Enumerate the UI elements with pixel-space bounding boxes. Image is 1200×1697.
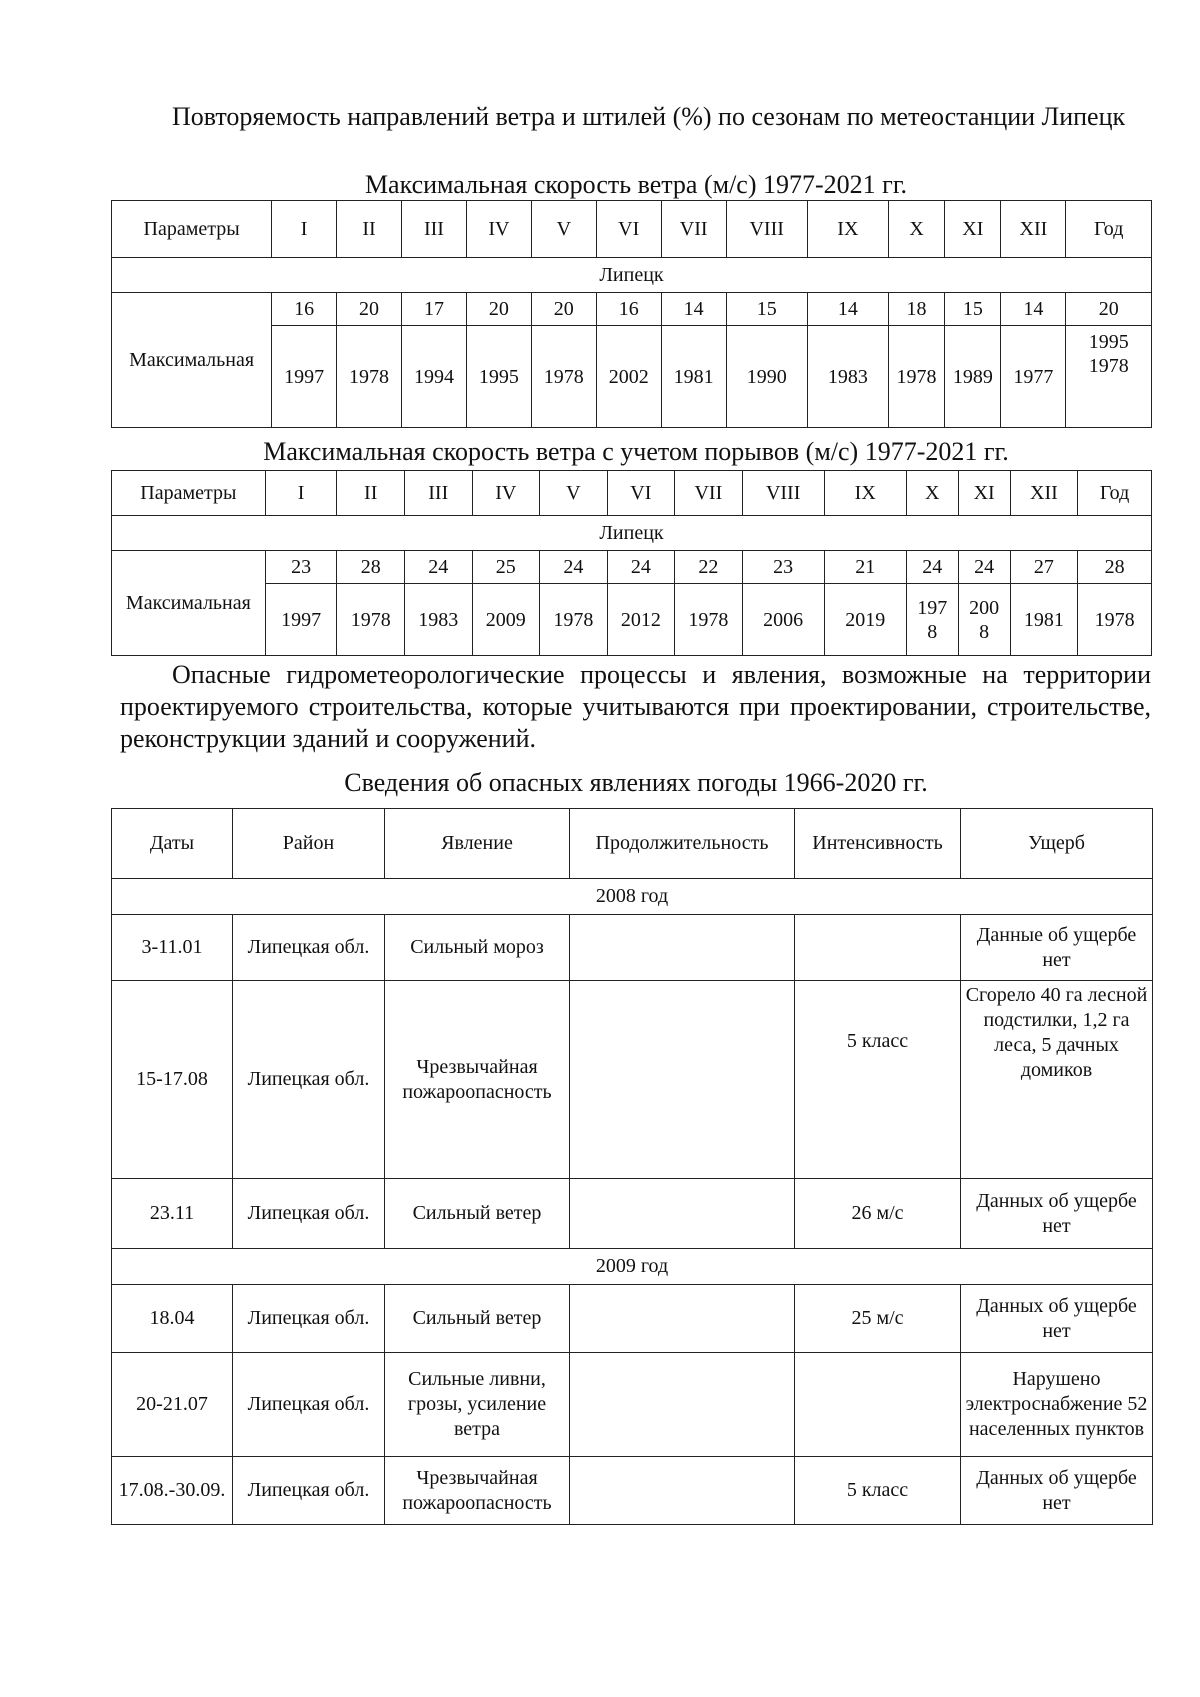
table3-header-cell: Интенсивность <box>795 809 961 879</box>
table2-value-cell: 21 <box>824 551 906 584</box>
event-region: Липецкая обл. <box>233 915 385 981</box>
event-duration <box>570 915 795 981</box>
table2-header-cell: Год <box>1078 471 1152 516</box>
table2-value-cell: 24 <box>404 551 472 584</box>
table3-year-2009: 2009 год <box>112 1249 1153 1285</box>
event-intensity: 5 класс <box>795 1457 961 1525</box>
table1-year-cell: 1977 <box>1001 326 1066 428</box>
event-type: Сильный мороз <box>385 915 570 981</box>
table1-year-cell: 1989 <box>945 326 1001 428</box>
table2-header-cell: Параметры <box>112 471 266 516</box>
table2-value-cell: 28 <box>337 551 405 584</box>
event-duration <box>570 981 795 1179</box>
event-date: 15-17.08 <box>112 981 233 1179</box>
table3-year-2008: 2008 год <box>112 879 1153 915</box>
table1-year-cell: 1994 <box>402 326 467 428</box>
table1-header-cell: VI <box>596 201 661 258</box>
table2-value-cell: 23 <box>742 551 824 584</box>
event-damage: Данных об ущербе нет <box>961 1285 1153 1353</box>
event-type: Сильный ветер <box>385 1179 570 1249</box>
table2-value-cell: 25 <box>472 551 540 584</box>
table2-value-cell: 24 <box>607 551 675 584</box>
table2-year-cell: 1978 <box>540 584 608 656</box>
table1-year-cell: 1995 <box>466 326 531 428</box>
event-intensity <box>795 915 961 981</box>
table1-value-cell: 15 <box>945 293 1001 326</box>
event-duration <box>570 1353 795 1457</box>
table1-year-cell: 1978 <box>337 326 402 428</box>
max-gust-table <box>111 470 1152 656</box>
table2-header-cell: II <box>337 471 405 516</box>
event-duration <box>570 1457 795 1525</box>
table1-station-cell: Липецк <box>112 258 1152 293</box>
table1-header-cell: VII <box>661 201 726 258</box>
table1-value-cell: 20 <box>1066 293 1152 326</box>
table-row <box>112 1457 1153 1525</box>
event-type: Чрезвычайная пожароопасность <box>385 981 570 1179</box>
table2-value-cell: 23 <box>265 551 337 584</box>
table2-header-cell: X <box>906 471 958 516</box>
table1-value-cell: 14 <box>661 293 726 326</box>
table1-header-cell: XII <box>1001 201 1066 258</box>
table2-header-cell: IV <box>472 471 540 516</box>
table1-param-cell: Максимальная <box>112 293 272 428</box>
table1-value-cell: 20 <box>531 293 596 326</box>
event-intensity: 26 м/с <box>795 1179 961 1249</box>
table1-year-cell: 2002 <box>596 326 661 428</box>
table2-value-cell: 28 <box>1078 551 1152 584</box>
hazard-events-table <box>111 808 1153 1525</box>
table2-year-cell: 1978 <box>337 584 405 656</box>
table1-value-cell: 15 <box>726 293 807 326</box>
event-date: 18.04 <box>112 1285 233 1353</box>
event-date: 3-11.01 <box>112 915 233 981</box>
event-type: Сильный ветер <box>385 1285 570 1353</box>
table1-value-cell: 18 <box>888 293 944 326</box>
event-duration <box>570 1285 795 1353</box>
table3-header-cell: Ущерб <box>961 809 1153 879</box>
table1-value-cell: 14 <box>807 293 888 326</box>
table-row <box>112 981 1153 1179</box>
event-region: Липецкая обл. <box>233 1353 385 1457</box>
table2-header-cell: VIII <box>742 471 824 516</box>
event-date: 20-21.07 <box>112 1353 233 1457</box>
table1-value-cell: 20 <box>466 293 531 326</box>
table1-value-cell: 16 <box>272 293 337 326</box>
table2-year-cell: 1997 <box>265 584 337 656</box>
table1-header-cell: III <box>402 201 467 258</box>
table3-header-cell: Продолжительность <box>570 809 795 879</box>
event-intensity: 25 м/с <box>795 1285 961 1353</box>
event-intensity <box>795 1353 961 1457</box>
hazard-paragraph: Опасные гидрометеорологические процессы и явления, возможные на территории проектируемого строительства, которые учитываются при проектировании, строительстве, реконструкции зданий и сооружений. <box>120 660 1151 753</box>
table2-header-cell: I <box>265 471 337 516</box>
table1-year-cell: 1990 <box>726 326 807 428</box>
table1-header-row <box>112 201 1152 258</box>
table1-year-cell: 1997 <box>272 326 337 428</box>
event-damage: Нарушено электроснабжение 52 населенных пунктов <box>961 1353 1153 1457</box>
table-row <box>112 1353 1153 1457</box>
table2-value-cell: 27 <box>1010 551 1078 584</box>
table-row <box>112 1179 1153 1249</box>
table1-caption: Максимальная скорость ветра (м/с) 1977-2021 гг. <box>364 170 908 199</box>
table1-header-cell: IX <box>807 201 888 258</box>
table1-header-cell: VIII <box>726 201 807 258</box>
table2-year-cell: 2009 <box>472 584 540 656</box>
event-region: Липецкая обл. <box>233 981 385 1179</box>
table2-header-cell: XI <box>958 471 1010 516</box>
table1-header-cell: Параметры <box>112 201 272 258</box>
intro-paragraph: Повторяемость направлений ветра и штилей (%) по сезонам по метеостанции Липецк <box>172 102 1126 131</box>
table3-header-row <box>112 809 1153 879</box>
table3-header-cell: Явление <box>385 809 570 879</box>
table1-header-cell: V <box>531 201 596 258</box>
table2-year-cell: 2019 <box>824 584 906 656</box>
table2-header-cell: XII <box>1010 471 1078 516</box>
table1-value-cell: 14 <box>1001 293 1066 326</box>
table1-value-cell: 17 <box>402 293 467 326</box>
table2-header-row <box>112 471 1152 516</box>
table1-value-cell: 20 <box>337 293 402 326</box>
table1-value-cell: 16 <box>596 293 661 326</box>
table2-value-cell: 24 <box>540 551 608 584</box>
table1-header-cell: Год <box>1066 201 1152 258</box>
table2-year-cell: 2006 <box>742 584 824 656</box>
table2-year-cell: 200 8 <box>958 584 1010 656</box>
event-region: Липецкая обл. <box>233 1457 385 1525</box>
table2-years-row <box>112 584 1152 656</box>
table2-header-cell: IX <box>824 471 906 516</box>
table2-header-cell: VI <box>607 471 675 516</box>
table1-header-cell: X <box>888 201 944 258</box>
event-intensity: 5 класс <box>795 981 961 1179</box>
table3-caption: Сведения об опасных явлениях погоды 1966-2020 гг. <box>344 768 928 797</box>
event-damage: Сгорело 40 га лесной подстилки, 1,2 га леса, 5 дачных домиков <box>961 981 1153 1179</box>
table1-year-cell: 1978 <box>531 326 596 428</box>
table2-header-cell: III <box>404 471 472 516</box>
table1-year-cell: 1981 <box>661 326 726 428</box>
table2-header-cell: VII <box>675 471 743 516</box>
table1-header-cell: XI <box>945 201 1001 258</box>
table-row <box>112 915 1153 981</box>
table3-header-cell: Район <box>233 809 385 879</box>
event-damage: Данных об ущербе нет <box>961 1457 1153 1525</box>
table1-year-cell: 1978 <box>888 326 944 428</box>
table1-year-cell: 1983 <box>807 326 888 428</box>
event-duration <box>570 1179 795 1249</box>
table2-value-cell: 24 <box>958 551 1010 584</box>
table2-year-cell: 1978 <box>675 584 743 656</box>
event-damage: Данные об ущербе нет <box>961 915 1153 981</box>
table1-header-cell: II <box>337 201 402 258</box>
table2-param-cell: Максимальная <box>112 551 266 656</box>
table-row <box>112 1285 1153 1353</box>
table2-values-row <box>112 551 1152 584</box>
table1-values-row <box>112 293 1152 326</box>
event-type: Сильные ливни, грозы, усиление ветра <box>385 1353 570 1457</box>
table1-header-cell: IV <box>466 201 531 258</box>
table2-year-cell: 1978 <box>1078 584 1152 656</box>
table1-header-cell: I <box>272 201 337 258</box>
event-region: Липецкая обл. <box>233 1285 385 1353</box>
table3-header-cell: Даты <box>112 809 233 879</box>
table1-year-cell: 1995 1978 <box>1066 326 1152 428</box>
table2-year-cell: 2012 <box>607 584 675 656</box>
event-date: 23.11 <box>112 1179 233 1249</box>
event-date: 17.08.-30.09. <box>112 1457 233 1525</box>
table2-value-cell: 24 <box>906 551 958 584</box>
table2-header-cell: V <box>540 471 608 516</box>
table2-year-cell: 1983 <box>404 584 472 656</box>
table2-year-cell: 197 8 <box>906 584 958 656</box>
event-type: Чрезвычайная пожароопасность <box>385 1457 570 1525</box>
table2-caption: Максимальная скорость ветра с учетом порывов (м/с) 1977-2021 гг. <box>263 437 1009 466</box>
event-region: Липецкая обл. <box>233 1179 385 1249</box>
table2-value-cell: 22 <box>675 551 743 584</box>
table2-station-cell: Липецк <box>112 516 1152 551</box>
max-wind-table <box>111 200 1152 428</box>
event-damage: Данных об ущербе нет <box>961 1179 1153 1249</box>
table2-year-cell: 1981 <box>1010 584 1078 656</box>
